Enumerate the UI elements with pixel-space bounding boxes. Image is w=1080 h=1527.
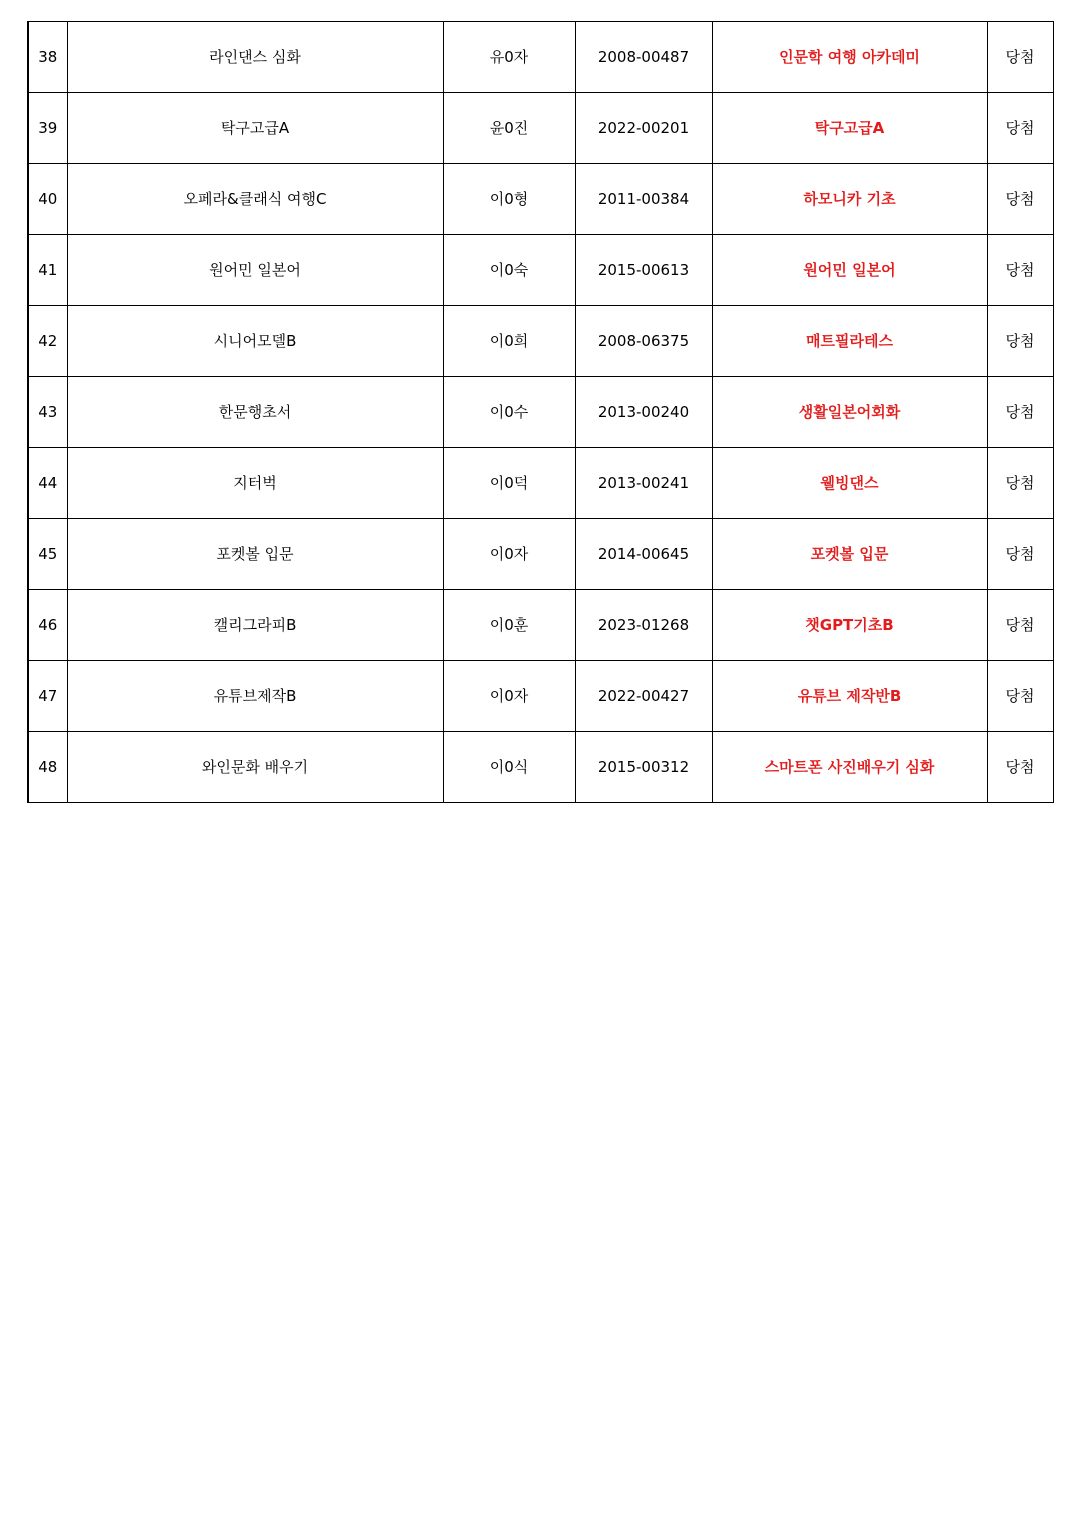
awarded-course-cell: 인문학 여행 아카데미 xyxy=(712,22,987,93)
member-id-cell: 2011-00384 xyxy=(575,164,712,235)
result-cell: 당첨 xyxy=(987,306,1053,377)
applied-course-cell: 탁구고급A xyxy=(67,93,443,164)
applicant-name-cell: 이0식 xyxy=(443,732,575,803)
row-number-cell: 42 xyxy=(28,306,67,377)
table-row xyxy=(28,377,1053,448)
table-row xyxy=(28,22,1053,93)
row-number-cell: 48 xyxy=(28,732,67,803)
row-number-cell: 43 xyxy=(28,377,67,448)
applicant-name-cell: 이0자 xyxy=(443,519,575,590)
table-row xyxy=(28,93,1053,164)
applicant-name-cell: 윤0진 xyxy=(443,93,575,164)
member-id-cell: 2013-00240 xyxy=(575,377,712,448)
member-id-cell: 2015-00312 xyxy=(575,732,712,803)
table-row xyxy=(28,519,1053,590)
result-cell: 당첨 xyxy=(987,661,1053,732)
applied-course-cell: 지터벅 xyxy=(67,448,443,519)
awarded-course-cell: 탁구고급A xyxy=(712,93,987,164)
result-cell: 당첨 xyxy=(987,235,1053,306)
applied-course-cell: 원어민 일본어 xyxy=(67,235,443,306)
awarded-course-cell: 스마트폰 사진배우기 심화 xyxy=(712,732,987,803)
awarded-course-cell: 웰빙댄스 xyxy=(712,448,987,519)
applied-course-cell: 오페라&클래식 여행C xyxy=(67,164,443,235)
member-id-cell: 2008-06375 xyxy=(575,306,712,377)
member-id-cell: 2013-00241 xyxy=(575,448,712,519)
awarded-course-cell: 유튜브 제작반B xyxy=(712,661,987,732)
table-row xyxy=(28,448,1053,519)
applied-course-cell: 캘리그라피B xyxy=(67,590,443,661)
applied-course-cell: 라인댄스 심화 xyxy=(67,22,443,93)
member-id-cell: 2015-00613 xyxy=(575,235,712,306)
row-number-cell: 46 xyxy=(28,590,67,661)
result-cell: 당첨 xyxy=(987,448,1053,519)
table-row xyxy=(28,306,1053,377)
result-cell: 당첨 xyxy=(987,732,1053,803)
table-row xyxy=(28,164,1053,235)
awarded-course-cell: 생활일본어회화 xyxy=(712,377,987,448)
table-row xyxy=(28,590,1053,661)
result-cell: 당첨 xyxy=(987,164,1053,235)
awarded-course-cell: 매트필라테스 xyxy=(712,306,987,377)
applicant-name-cell: 이0수 xyxy=(443,377,575,448)
result-cell: 당첨 xyxy=(987,519,1053,590)
member-id-cell: 2022-00201 xyxy=(575,93,712,164)
awarded-course-cell: 하모니카 기초 xyxy=(712,164,987,235)
row-number-cell: 47 xyxy=(28,661,67,732)
applicant-name-cell: 이0자 xyxy=(443,661,575,732)
member-id-cell: 2014-00645 xyxy=(575,519,712,590)
member-id-cell: 2008-00487 xyxy=(575,22,712,93)
row-number-cell: 40 xyxy=(28,164,67,235)
awarded-course-cell: 포켓볼 입문 xyxy=(712,519,987,590)
row-number-cell: 45 xyxy=(28,519,67,590)
result-cell: 당첨 xyxy=(987,377,1053,448)
table-row xyxy=(28,732,1053,803)
result-cell: 당첨 xyxy=(987,93,1053,164)
applicant-name-cell: 이0훈 xyxy=(443,590,575,661)
result-cell: 당첨 xyxy=(987,22,1053,93)
awarded-course-cell: 원어민 일본어 xyxy=(712,235,987,306)
applicant-name-cell: 이0희 xyxy=(443,306,575,377)
row-number-cell: 38 xyxy=(28,22,67,93)
applicant-name-cell: 이0숙 xyxy=(443,235,575,306)
applied-course-cell: 한문행초서 xyxy=(67,377,443,448)
member-id-cell: 2023-01268 xyxy=(575,590,712,661)
applied-course-cell: 와인문화 배우기 xyxy=(67,732,443,803)
member-id-cell: 2022-00427 xyxy=(575,661,712,732)
applied-course-cell: 포켓볼 입문 xyxy=(67,519,443,590)
row-number-cell: 41 xyxy=(28,235,67,306)
result-cell: 당첨 xyxy=(987,590,1053,661)
lottery-results-table xyxy=(27,21,1054,803)
row-number-cell: 44 xyxy=(28,448,67,519)
lottery-results-table-wrap xyxy=(27,21,1052,803)
applied-course-cell: 유튜브제작B xyxy=(67,661,443,732)
row-number-cell: 39 xyxy=(28,93,67,164)
applicant-name-cell: 이0덕 xyxy=(443,448,575,519)
table-row xyxy=(28,661,1053,732)
awarded-course-cell: 챗GPT기초B xyxy=(712,590,987,661)
applicant-name-cell: 이0형 xyxy=(443,164,575,235)
table-row xyxy=(28,235,1053,306)
table-body xyxy=(28,22,1053,803)
applied-course-cell: 시니어모델B xyxy=(67,306,443,377)
applicant-name-cell: 유0자 xyxy=(443,22,575,93)
